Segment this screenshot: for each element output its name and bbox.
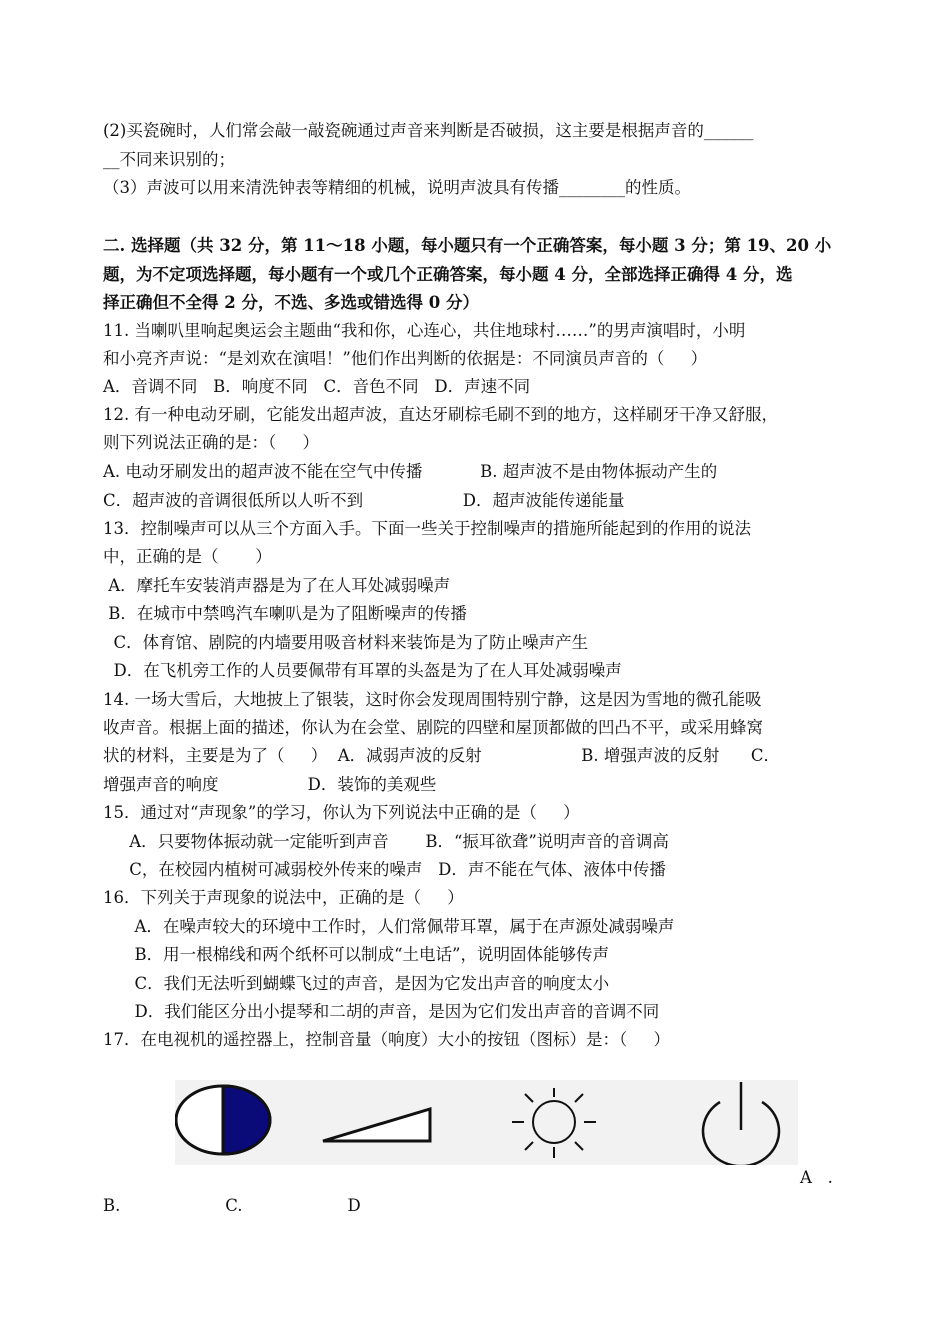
section-heading: 二. 选择题（共 32 分，第 11～18 小题，每小题只有一个正确答案，每小题 3 分；第 19、20 小 [103, 236, 832, 255]
brightness-icon [512, 1088, 596, 1158]
text-line: __不同来识别的； [103, 150, 235, 169]
question-12: 则下列说法正确的是：（ ） [103, 433, 319, 452]
section-heading: 择正确但不全得 2 分，不选、多选或错选得 0 分） [103, 293, 479, 312]
question-16: 16．下列关于声现象的说法中，正确的是（ ） [103, 888, 464, 907]
question-14: 状的材料，主要是为了（ ） A．减弱声波的反射 B. 增强声波的反射 C． [103, 746, 780, 765]
question-12-options: A. 电动牙刷发出的超声波不能在空气中传播 B. 超声波不是由物体振动产生的 [103, 462, 718, 481]
question-11: 11. 当喇叭里响起奥运会主题曲“我和你，心连心，共住地球村……”的男声演唱时，小明 [103, 321, 746, 340]
power-icon [703, 1082, 779, 1165]
question-13: 中，正确的是（ ） [103, 547, 272, 566]
text-line: (2)买瓷碗时，人们常会敲一敲瓷碗通过声音来判断是否破损，这主要是根据声音的______ [103, 121, 754, 140]
question-15: 15．通过对“声现象”的学习，你认为下列说法中正确的是（ ） [103, 803, 580, 822]
question-17: 17．在电视机的遥控器上，控制音量（响度）大小的按钮（图标）是：（ ） [103, 1030, 670, 1049]
text-line: （3）声波可以用来清洗钟表等精细的机械，说明声波具有传播________的性质。 [103, 178, 691, 197]
contrast-icon [176, 1086, 270, 1154]
question-11: 和小亮齐声说：“是刘欢在演唱！”他们作出判断的依据是：不同演员声音的（ ） [103, 349, 708, 368]
question-13-option: A．摩托车安装消声器是为了在人耳处减弱噪声 [103, 576, 451, 595]
option-a-label: A . [800, 1168, 833, 1187]
question-16-option: C．我们无法听到蝴蝶飞过的声音，是因为它发出声音的响度太小 [103, 974, 610, 993]
question-11-options: A．音调不同 B．响度不同 C．音色不同 D．声速不同 [103, 377, 531, 396]
question-16-option: B．用一根棉线和两个纸杯可以制成“土电话”，说明固体能够传声 [103, 945, 609, 964]
question-15-options: A．只要物体振动就一定能听到声音 B．“振耳欲聋”说明声音的音调高 [103, 832, 669, 851]
question-12: 12. 有一种电动牙刷，它能发出超声波，直达牙刷棕毛刷不到的地方，这样刷牙干净又舒服， [103, 405, 778, 424]
question-16-option: A．在噪声较大的环境中工作时，人们常佩带耳罩，属于在声源处减弱噪声 [103, 917, 675, 936]
question-13-option: D．在飞机旁工作的人员要佩带有耳罩的头盔是为了在人耳处减弱噪声 [103, 661, 622, 680]
question-14: 14. 一场大雪后，大地披上了银装，这时你会发现周围特别宁静，这是因为雪地的微孔能吸 [103, 690, 762, 709]
question-16-option: D．我们能区分出小提琴和二胡的声音，是因为它们发出声音的音调不同 [103, 1002, 660, 1021]
question-15-options: C，在校园内植树可减弱校外传来的噪声 D．声不能在气体、液体中传播 [103, 860, 666, 879]
question-14: 增强声音的响度 D．装饰的美观些 [103, 775, 437, 794]
option-labels: B. C. D [103, 1196, 361, 1215]
remote-icons-figure [175, 1080, 798, 1165]
volume-icon [323, 1109, 430, 1141]
section-heading: 题，为不定项选择题，每小题有一个或几个正确答案，每小题 4 分，全部选择正确得 4 分，选 [103, 265, 793, 284]
question-13-option: C．体育馆、剧院的内墙要用吸音材料来装饰是为了防止噪声产生 [103, 633, 589, 652]
question-12-options: C．超声波的音调很低所以人听不到 D．超声波能传递能量 [103, 491, 625, 510]
question-14: 收声音。根据上面的描述，你认为在会堂、剧院的四壁和屋顶都做的凹凸不平，或采用蜂窝 [103, 718, 763, 737]
question-13-option: B．在城市中禁鸣汽车喇叭是为了阻断噪声的传播 [103, 604, 467, 623]
question-13: 13．控制噪声可以从三个方面入手。下面一些关于控制噪声的措施所能起到的作用的说法 [103, 519, 751, 538]
